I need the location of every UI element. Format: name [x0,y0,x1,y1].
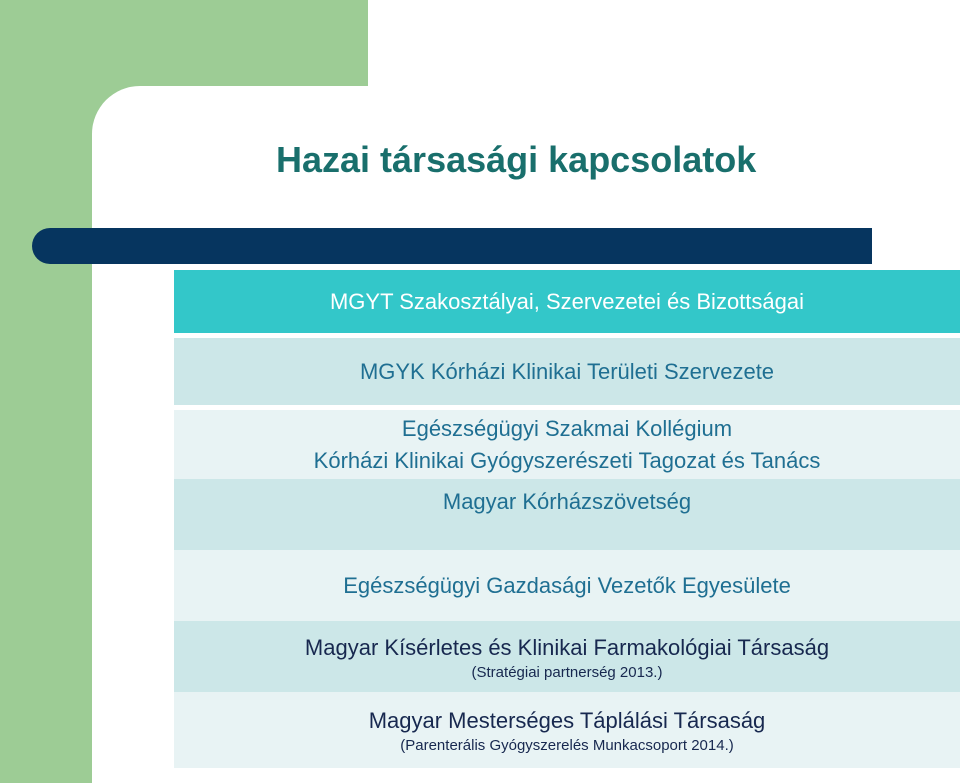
row-label: Magyar Kísérletes és Klinikai Farmakológiai Társaság [304,634,830,660]
row-label: Kórházi Klinikai Gyógyszerészeti Tagozat és Tanács [313,447,821,473]
row-label: Egészségügyi Szakmai Kollégium [401,415,733,441]
table-row [174,270,960,333]
row-label: MGYK Kórházi Klinikai Területi Szervezete [359,358,775,384]
table-row [174,692,960,768]
header-divider-bar [32,228,872,264]
table-row [174,621,960,692]
table-row [174,479,960,550]
organizations-table [174,270,960,768]
table-row [174,550,960,621]
row-sublabel: (Parenterális Gyógyszerelés Munkacsoport 2014.) [400,737,734,754]
table-row [174,338,960,405]
row-label: Egészségügyi Gazdasági Vezetők Egyesülete [343,572,791,598]
row-sublabel: (Stratégiai partnerség 2013.) [471,663,663,681]
row-label: Magyar Kórházszövetség [442,488,692,514]
row-label: MGYT Szakosztályai, Szervezetei és Bizottságai [329,288,804,314]
row-label: Magyar Mesterséges Táplálási Társaság [368,708,766,733]
slide-title: Hazai társasági kapcsolatok [276,139,757,180]
table-row [174,410,960,479]
